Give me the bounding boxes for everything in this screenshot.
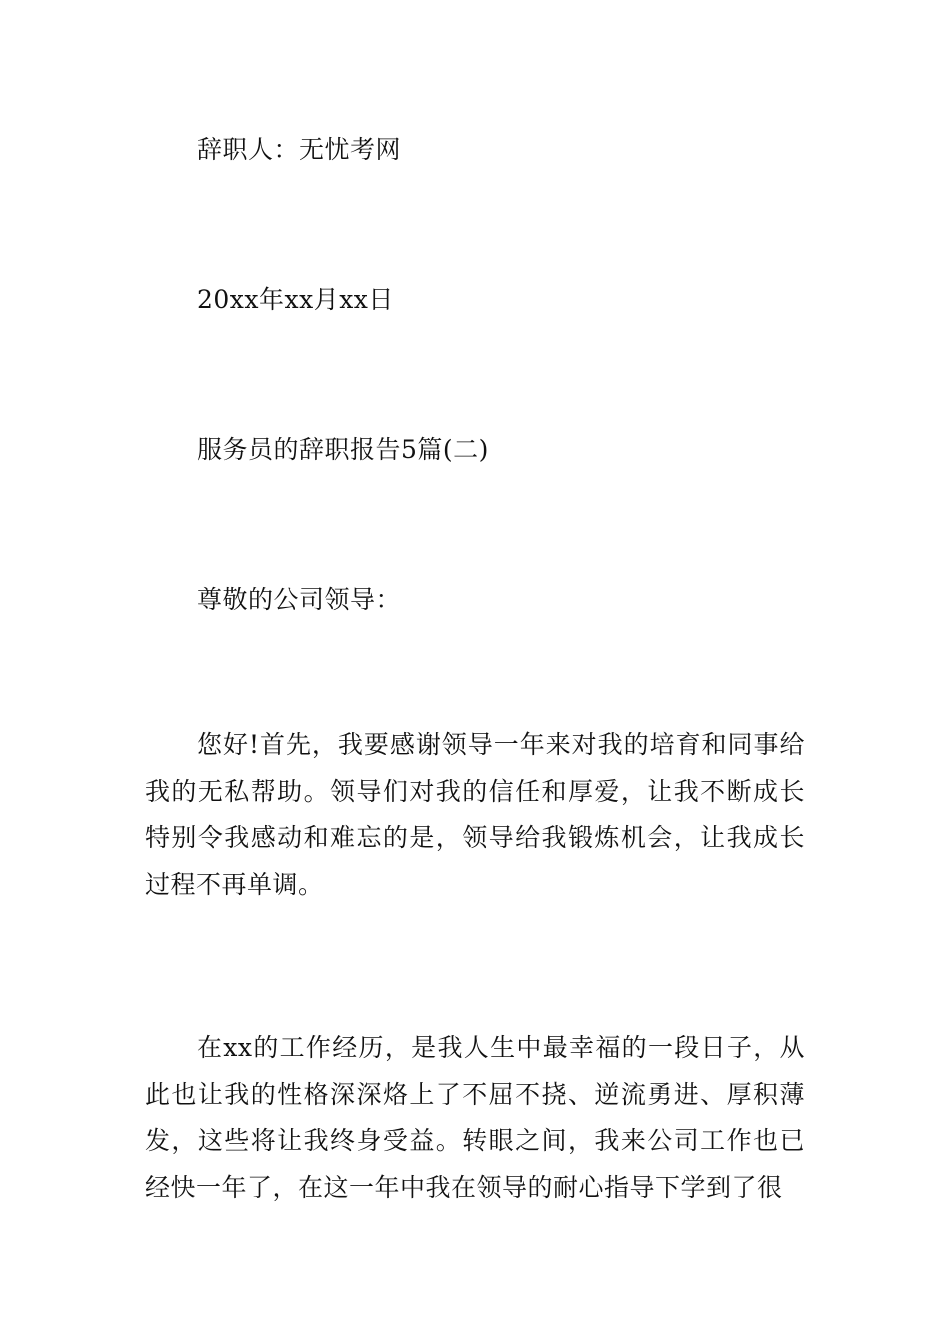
body-paragraph: 您好!首先，我要感谢领导一年来对我的培育和同事给我的无私帮助。领导们对我的信任和厚爱，让我不断成长特别令我感动和难忘的是，领导给我锻炼机会，让我成长过程不再单调。	[145, 730, 805, 899]
signature-line: 辞职人：无忧考网	[197, 135, 402, 164]
section-title: 服务员的辞职报告5篇(二)	[197, 435, 489, 464]
body-paragraph: 在xx的工作经历，是我人生中最幸福的一段日子，从此也让我的性格深深烙上了不屈不挠、逆流勇进、厚积薄发，这些将让我终身受益。转眼之间，我来公司工作也已经快一年了，在这一年中我在领导的耐心指导下学到了很	[145, 1033, 805, 1202]
salutation: 尊敬的公司领导：	[197, 585, 402, 614]
date-line: 20xx年xx月xx日	[197, 285, 394, 314]
